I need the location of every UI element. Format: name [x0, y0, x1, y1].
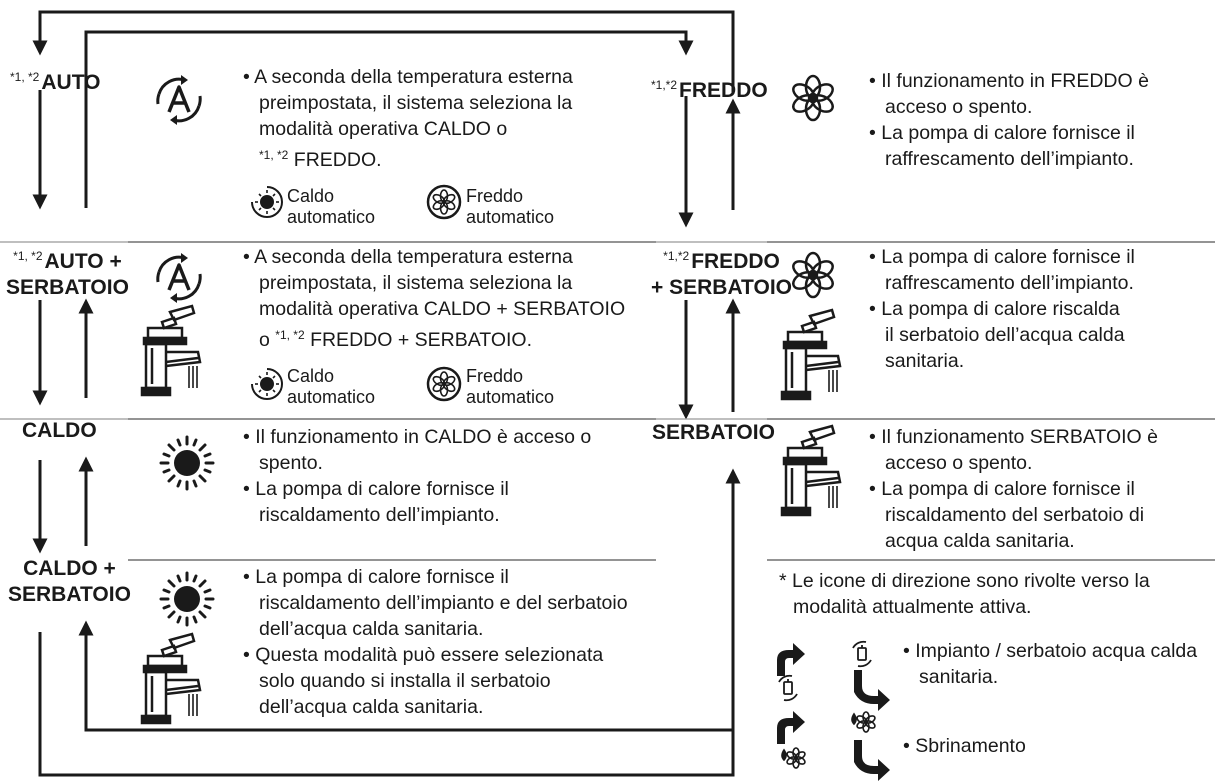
mode-cool-tank	[651, 243, 792, 301]
legend-defrost-label: • Sbrinamento	[903, 735, 1026, 757]
auto-heat-icon	[252, 187, 282, 217]
direction-arrow-icon	[777, 711, 805, 744]
mode-auto	[10, 64, 100, 96]
faucet-icon	[142, 306, 200, 395]
auto-cool-label: Freddo automatico	[466, 186, 555, 227]
heat-description: • Il funzionamento in CALDO è acceso o spento. • La pompa di calore fornisce il riscaldamento dell’impianto.	[243, 424, 591, 528]
auto-heat-icon	[252, 369, 282, 399]
heat-tank-description: • La pompa di calore fornisce il riscaldamento dell’impianto e del serbatoio dell’acqua calda sanitaria. • Questa modalità può essere selezionata solo quando si installa il serbatoio dell’acqua calda sanitaria.	[243, 564, 628, 720]
mode-cool	[651, 72, 768, 104]
mode-heat-tank	[8, 556, 131, 608]
defrost-icon	[782, 748, 806, 768]
mode-cool-tank-footnote: *1,*2	[663, 249, 690, 263]
faucet-icon	[782, 426, 840, 515]
sun-icon	[161, 573, 213, 625]
mode-cool-footnote: *1,*2	[651, 78, 678, 92]
mode-auto-tank	[6, 243, 129, 301]
legend-tank-line1: • Impianto / serbatoio acqua calda	[903, 640, 1198, 662]
mode-heat	[22, 418, 97, 444]
mode-cool-tank-line2: + SERBATOIO	[651, 276, 793, 299]
auto-tank-heat-label: Caldo automatico	[287, 366, 376, 407]
auto-tank-cool-label: Freddo automatico	[466, 366, 555, 407]
tank-description: • Il funzionamento SERBATOIO è acceso o spento. • La pompa di calore fornisce il riscaldamento del serbatoio di acqua calda sanitaria.	[869, 424, 1158, 554]
auto-description: • A seconda della temperatura esterna preimpostata, il sistema seleziona la modalità operativa CALDO o $^{*1, *2}$ FREDDO.	[243, 64, 573, 173]
direction-note-line1: * Le icone di direzione sono rivolte verso la	[779, 570, 1150, 592]
tank-direction-icon	[853, 642, 871, 667]
mode-auto-tank-line2: SERBATOIO	[6, 276, 129, 299]
cool-tank-description: • La pompa di calore fornisce il raffrescamento dell’impianto. • La pompa di calore riscalda il serbatoio dell’acqua calda sanitaria.	[869, 244, 1135, 374]
direction-note-line2: modalità attualmente attiva.	[793, 596, 1032, 618]
direction-note	[779, 568, 1150, 620]
snowflake-icon	[790, 253, 835, 297]
mode-auto-tank-footnote: *1, *2	[13, 249, 43, 263]
tank-direction-icon	[779, 676, 797, 701]
direction-arrow-icon	[854, 740, 890, 781]
cool-description: • Il funzionamento in FREDDO è acceso o spento. • La pompa di calore fornisce il raffrescamento dell’impianto.	[869, 68, 1149, 172]
sun-icon	[161, 437, 213, 489]
auto-tank-description: • A seconda della temperatura esterna preimpostata, il sistema seleziona la modalità operativa CALDO + SERBATOIO o $^{*1, *2}$ FREDDO + SERBATOIO.	[243, 244, 625, 353]
legend-defrost-text	[903, 733, 1026, 759]
faucet-icon	[142, 634, 200, 723]
snowflake-icon	[790, 76, 835, 120]
mode-heat-tank-line1: CALDO +	[23, 557, 116, 580]
auto-cool-icon	[428, 368, 460, 400]
auto-mode-icon	[158, 253, 200, 303]
auto-cool-icon	[428, 186, 460, 218]
defrost-icon	[852, 712, 876, 732]
auto-heat-label: Caldo automatico	[287, 186, 376, 227]
mode-heat-tank-line2: SERBATOIO	[8, 583, 131, 606]
mode-cool-tank-line1: FREDDO	[691, 250, 780, 273]
faucet-icon	[782, 310, 840, 399]
mode-tank-label: SERBATOIO	[652, 421, 775, 444]
mode-cool-label: FREDDO	[679, 79, 768, 102]
direction-arrow-icon	[854, 670, 890, 711]
mode-auto-label: AUTO	[41, 71, 101, 94]
mode-auto-tank-line1: AUTO +	[44, 250, 122, 273]
mode-tank	[652, 420, 775, 446]
auto-mode-icon	[158, 75, 200, 125]
legend-tank-text	[903, 638, 1197, 690]
direction-arrow-icon	[777, 643, 805, 676]
mode-auto-footnote: *1, *2	[10, 70, 40, 84]
mode-heat-label: CALDO	[22, 419, 97, 442]
legend-tank-line2: sanitaria.	[919, 666, 999, 688]
